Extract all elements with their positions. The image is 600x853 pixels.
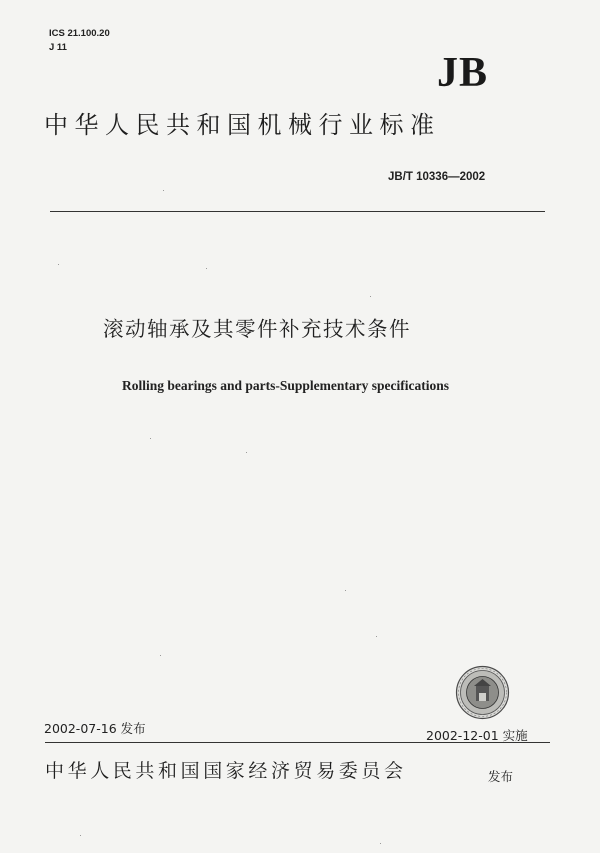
issuer-publish-tag: 发布 — [488, 769, 514, 784]
scan-speck — [370, 296, 371, 297]
scan-speck — [80, 835, 81, 836]
standard-title: 中华人民共和国机械行业标准 — [44, 111, 441, 139]
scan-speck — [160, 655, 161, 656]
document-title-chinese: 滚动轴承及其零件补充技术条件 — [103, 317, 411, 341]
scan-speck — [380, 843, 381, 844]
classification-code: J 11 — [49, 42, 67, 53]
standard-number: JB/T 10336—2002 — [388, 171, 486, 183]
scan-speck — [246, 452, 247, 453]
issuing-authority: 中华人民共和国国家经济贸易委员会 — [45, 760, 407, 782]
scan-speck — [376, 636, 377, 637]
scan-speck — [345, 590, 346, 591]
scan-speck — [150, 438, 151, 439]
bottom-divider — [45, 742, 550, 743]
jb-logo: JB — [437, 50, 489, 96]
top-divider — [50, 211, 545, 212]
scan-speck — [58, 264, 59, 265]
seal-icon — [455, 665, 510, 720]
document-title-english: Rolling bearings and parts-Supplementary specifications — [122, 378, 450, 393]
ics-code: ICS 21.100.20 — [49, 28, 110, 39]
implementation-date: 2002-12-01 实施 — [426, 728, 528, 743]
scan-speck — [206, 268, 207, 269]
issue-date: 2002-07-16 发布 — [44, 721, 146, 736]
scan-speck — [163, 190, 164, 191]
